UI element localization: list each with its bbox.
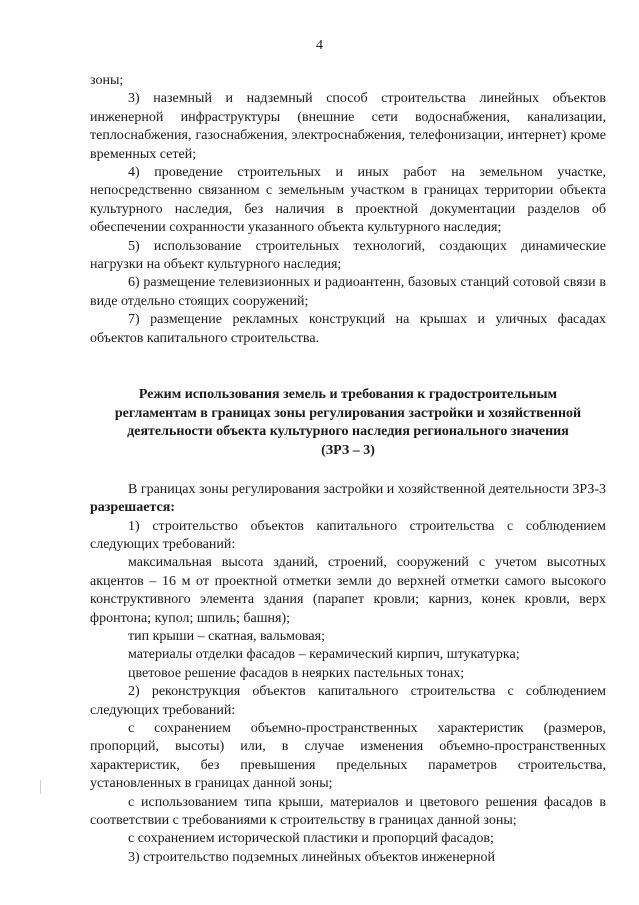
paragraph: с сохранением объемно-пространственных характеристик (размеров, пропорций, высоты) или, в случае изменения объемно-пространственных характеристик, без превышения предельных параметров строительства, установленных в границах данной зоны;	[90, 721, 606, 792]
paragraph: тип крыши – скатная, вальмовая;	[128, 628, 325, 644]
page-number: 4	[316, 38, 323, 53]
paragraph: зоны;	[90, 73, 124, 88]
intro-text: В границах зоны регулирования застройки и хозяйственной деятельности ЗРЗ-3	[128, 481, 607, 497]
paragraph: 6) размещение телевизионных и радиоантенн, базовых станций сотовой связи в виде отдельно стоящих сооружений;	[90, 275, 606, 309]
intro-paragraph	[90, 481, 606, 518]
zone-code: (ЗРЗ – 3)	[321, 443, 375, 459]
heading-line: деятельности объекта культурного наследия регионального значения	[127, 423, 569, 439]
heading-line: регламентам в границах зоны регулирования застройки и хозяйственной	[114, 405, 582, 421]
paragraph: 2) реконструкция объектов капитального строительства с соблюдением следующих требований:	[90, 684, 606, 718]
margin-mark	[40, 780, 41, 794]
paragraph: 5) использование строительных технологий, создающих динамические нагрузки на объект культурного наследия;	[90, 238, 606, 273]
intro-bold: разрешается:	[90, 500, 175, 516]
paragraph: 1) строительство объектов капитального строительства с соблюдением следующих требований:	[90, 518, 606, 552]
paragraph: 4) проведение строительных и иных работ на земельном участке, непосредственно связанном с земельным участком в границах территории объекта культурного наследия, без наличия в проектной документации разделов об обеспечении сохранности указанного объекта культурного наследия;	[90, 165, 606, 236]
section-heading	[90, 386, 606, 461]
heading-line: Режим использования земель и требования к градостроительным	[138, 387, 558, 403]
paragraph: 3) наземный и надземный способ строительства линейных объектов инженерной инфраструктуры (внешние сети водоснабжения, канализации, теплоснабжения, газоснабжения, электроснабжения, телефонизации, интернет) кроме временных сетей;	[90, 91, 606, 162]
paragraph: материалы отделки фасадов – керамический кирпич, штукатурка;	[128, 647, 520, 663]
paragraph: цветовое решение фасадов в неярких пастельных тонах;	[128, 665, 465, 681]
prohibitions-list	[90, 72, 606, 348]
permissions-section	[90, 481, 606, 868]
paragraph: 3) строительство подземных линейных объектов инженерной	[128, 849, 495, 865]
paragraph: 7) размещение рекламных конструкций на крышах и уличных фасадах объектов капитального строительства.	[90, 312, 606, 346]
paragraph: с сохранением исторической пластики и пропорций фасадов;	[128, 831, 494, 847]
document-body	[90, 72, 606, 867]
paragraph: максимальная высота зданий, строений, сооружений с учетом высотных акцентов – 16 м от проектной отметки земли до верхней отметки самого высокого конструктивного элемента здания (парапет кровли; карниз, конек кровли, верх фронтона; купол; шпиль; башня);	[90, 555, 606, 626]
paragraph: с использованием типа крыши, материалов и цветового решения фасадов в соответствии с требованиями к строительству в границах данной зоны;	[90, 794, 606, 829]
